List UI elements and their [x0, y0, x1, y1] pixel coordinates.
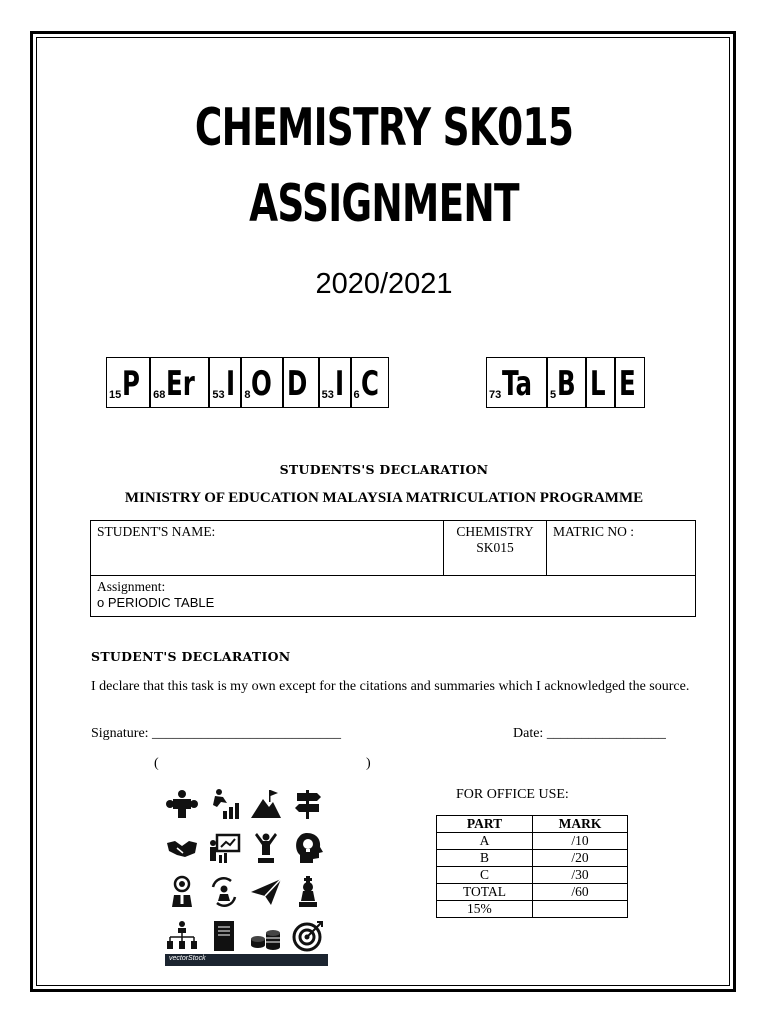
element-atomic-number: 5: [550, 389, 557, 401]
academic-year: 2020/2021: [315, 268, 453, 300]
marks-header-part: PART: [437, 816, 533, 833]
subject-cell: [444, 521, 547, 576]
student-info-table: [90, 520, 696, 617]
coins-icon: [249, 919, 283, 953]
marks-value-cell[interactable]: [533, 901, 628, 918]
chess-piece-icon: [291, 875, 325, 909]
matric-no-cell[interactable]: [547, 521, 696, 576]
element-tile: [283, 357, 318, 408]
element-tile: [351, 357, 389, 408]
element-tile: [586, 357, 615, 408]
title-line2: ASSIGNMENT: [249, 174, 519, 234]
marks-row: [437, 833, 628, 850]
name-paren-close: ): [366, 756, 371, 771]
element-tile: [150, 357, 209, 408]
paper-plane-icon: [249, 875, 283, 909]
element-symbol: Er: [166, 364, 196, 404]
element-symbol: E: [618, 364, 636, 404]
office-use-marks-table: [436, 815, 628, 918]
element-symbol: D: [287, 364, 308, 404]
signpost-icon: [291, 787, 325, 821]
element-tile: [241, 357, 283, 408]
matric-no-label: MATRIC NO :: [553, 524, 635, 539]
element-atomic-number: 68: [153, 389, 166, 401]
signature-line[interactable]: Signature: ___________________________: [91, 726, 342, 741]
element-symbol: Ta: [502, 364, 533, 404]
element-atomic-number: 53: [212, 389, 225, 401]
presentation-icon: [207, 831, 241, 865]
student-declaration-heading: STUDENT'S DECLARATION: [91, 649, 291, 664]
head-idea-icon: [291, 831, 325, 865]
assignment-cell: [91, 576, 696, 617]
element-tile: [209, 357, 241, 408]
element-symbol: O: [251, 364, 273, 404]
marks-value-cell[interactable]: /20: [533, 850, 628, 867]
target-person-icon: [165, 875, 199, 909]
marks-part-cell: TOTAL: [437, 884, 533, 901]
element-tile: [486, 357, 547, 408]
element-atomic-number: 73: [489, 389, 502, 401]
puzzle-people-icon: [165, 787, 199, 821]
element-symbol: I: [334, 364, 344, 404]
marks-row: [437, 901, 628, 918]
chart-runner-icon: [207, 787, 241, 821]
name-paren-open: (: [154, 756, 159, 771]
marks-row: [437, 867, 628, 884]
subject-line2: SK015: [476, 540, 514, 555]
periodic-word-periodic: [106, 357, 389, 408]
marks-value-cell[interactable]: /10: [533, 833, 628, 850]
dartboard-icon: [291, 919, 325, 953]
student-name-cell[interactable]: [91, 521, 444, 576]
declaration-text: I declare that this task is my own except for the citations and summaries which I acknowledged the source.: [91, 679, 690, 694]
element-symbol: B: [557, 364, 576, 404]
element-symbol: L: [590, 364, 606, 404]
student-name-label: STUDENT'S NAME:: [97, 524, 216, 539]
date-line[interactable]: Date: _________________: [513, 726, 666, 741]
marks-part-cell: A: [437, 833, 533, 850]
org-chart-icon: [165, 919, 199, 953]
students-declaration-heading: STUDENTS'S DECLARATION: [279, 462, 489, 477]
element-atomic-number: 15: [109, 389, 122, 401]
marks-row: [437, 850, 628, 867]
element-symbol: C: [360, 364, 379, 404]
marks-value-cell[interactable]: /60: [533, 884, 628, 901]
marks-row: [437, 884, 628, 901]
element-atomic-number: 6: [353, 389, 360, 401]
watermark-logo: vectorStock: [169, 955, 206, 962]
element-tile: [106, 357, 150, 408]
watermark-bar: [165, 954, 328, 966]
assignment-label: Assignment:: [97, 579, 166, 594]
assignment-item: o PERIODIC TABLE: [97, 595, 215, 610]
marks-header-mark: MARK: [533, 816, 628, 833]
team-cycle-icon: [207, 875, 241, 909]
marks-value-cell[interactable]: /30: [533, 867, 628, 884]
element-atomic-number: 53: [321, 389, 334, 401]
subject-line1: CHEMISTRY: [456, 524, 534, 539]
mountain-flag-icon: [249, 787, 283, 821]
marks-part-cell: C: [437, 867, 533, 884]
periodic-word-table: [486, 357, 645, 408]
element-tile: [319, 357, 351, 408]
ministry-heading: MINISTRY OF EDUCATION MALAYSIA MATRICULATION PROGRAMME: [124, 490, 644, 506]
book-icon: [207, 919, 241, 953]
element-atomic-number: 8: [244, 389, 251, 401]
element-symbol: I: [225, 364, 235, 404]
handshake-icon: [165, 831, 199, 865]
business-icons-image: [165, 787, 328, 967]
element-tile: [615, 357, 645, 408]
element-symbol: P: [122, 364, 141, 404]
marks-part-cell: B: [437, 850, 533, 867]
element-tile: [547, 357, 586, 408]
winner-icon: [249, 831, 283, 865]
title-line1: CHEMISTRY SK015: [194, 98, 574, 158]
office-use-label: FOR OFFICE USE:: [456, 787, 569, 802]
marks-part-cell: 15%: [437, 901, 533, 918]
